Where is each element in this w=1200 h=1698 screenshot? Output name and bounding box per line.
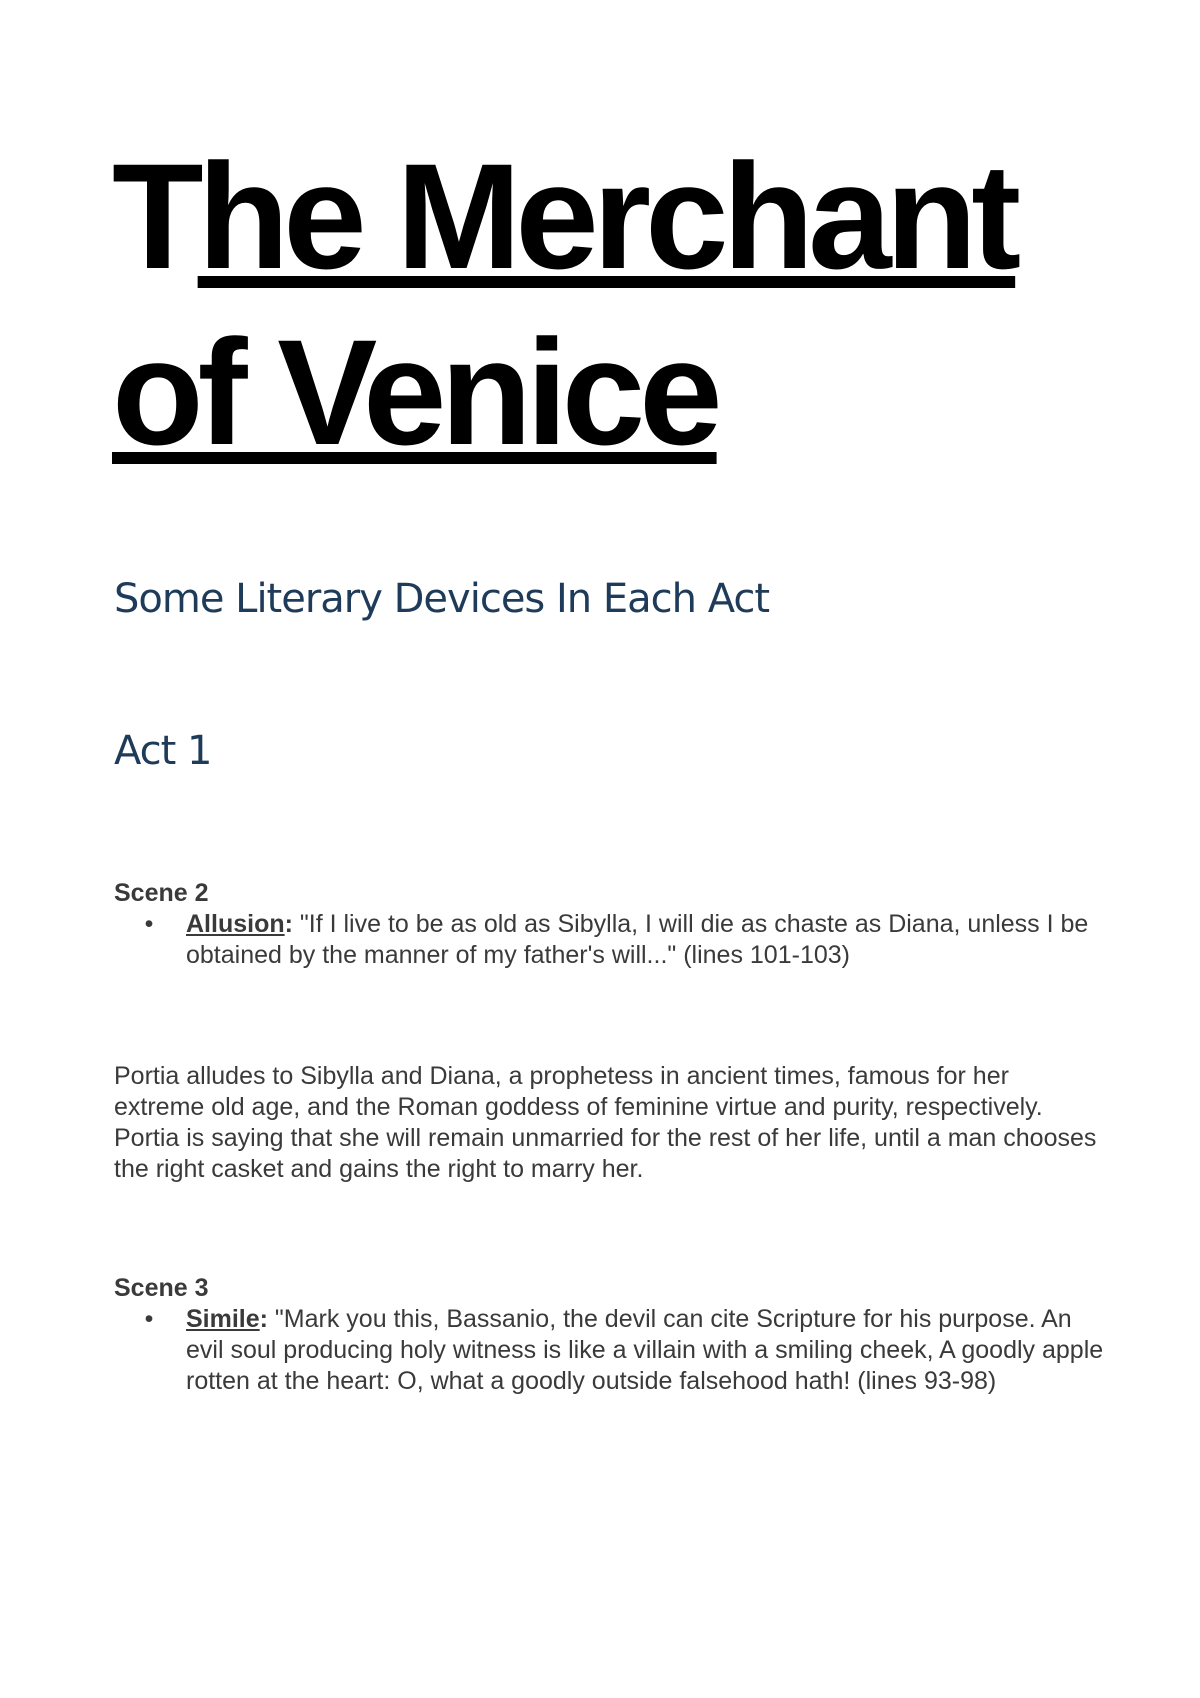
device-label: Simile <box>186 1305 260 1333</box>
list-item-text <box>174 1304 1104 1397</box>
scene-3-section <box>114 1273 1104 1397</box>
document-title <box>112 128 1112 480</box>
scene-title: Scene 2 <box>114 879 209 907</box>
device-label: Allusion <box>186 910 285 938</box>
device-quote: "Mark you this, Bassanio, the devil can cite Scripture for his purpose. An evil soul producing holy witness is like a villain with a smiling cheek, A goodly apple rotten at the heart: O, what a goodly outside falsehood hath! (lines 93-98) <box>186 1305 1104 1395</box>
device-colon: : <box>284 910 293 938</box>
device-quote: "If I live to be as old as Sibylla, I will die as chaste as Diana, unless I be obtained by the manner of my father's will..." (lines 101-103) <box>186 910 1089 969</box>
act-heading: Act 1 <box>114 728 212 774</box>
scene-title: Scene 3 <box>114 1274 209 1302</box>
title-underlined-part: he Merchant <box>197 132 1016 300</box>
title-line-1 <box>112 128 1112 304</box>
list-item-text <box>174 909 1104 971</box>
list-item <box>114 909 1104 971</box>
explanation-paragraph: Portia alludes to Sibylla and Diana, a prophetess in ancient times, famous for her extreme old age, and the Roman goddess of feminine virtue and purity, respectively. Portia is saying that she will remain unmarried for the rest of her life, until a man chooses the right casket and gains the right to marry her. <box>114 1062 1097 1183</box>
title-first-letter: T <box>112 132 198 300</box>
bullet-icon: • <box>144 1305 154 1333</box>
title-line-2: of Venice <box>112 308 717 476</box>
bullet-icon: • <box>144 910 154 938</box>
list-item <box>114 1304 1104 1397</box>
document-subtitle: Some Literary Devices In Each Act <box>114 576 770 622</box>
device-colon: : <box>259 1305 268 1333</box>
scene-2-section <box>114 878 1104 971</box>
